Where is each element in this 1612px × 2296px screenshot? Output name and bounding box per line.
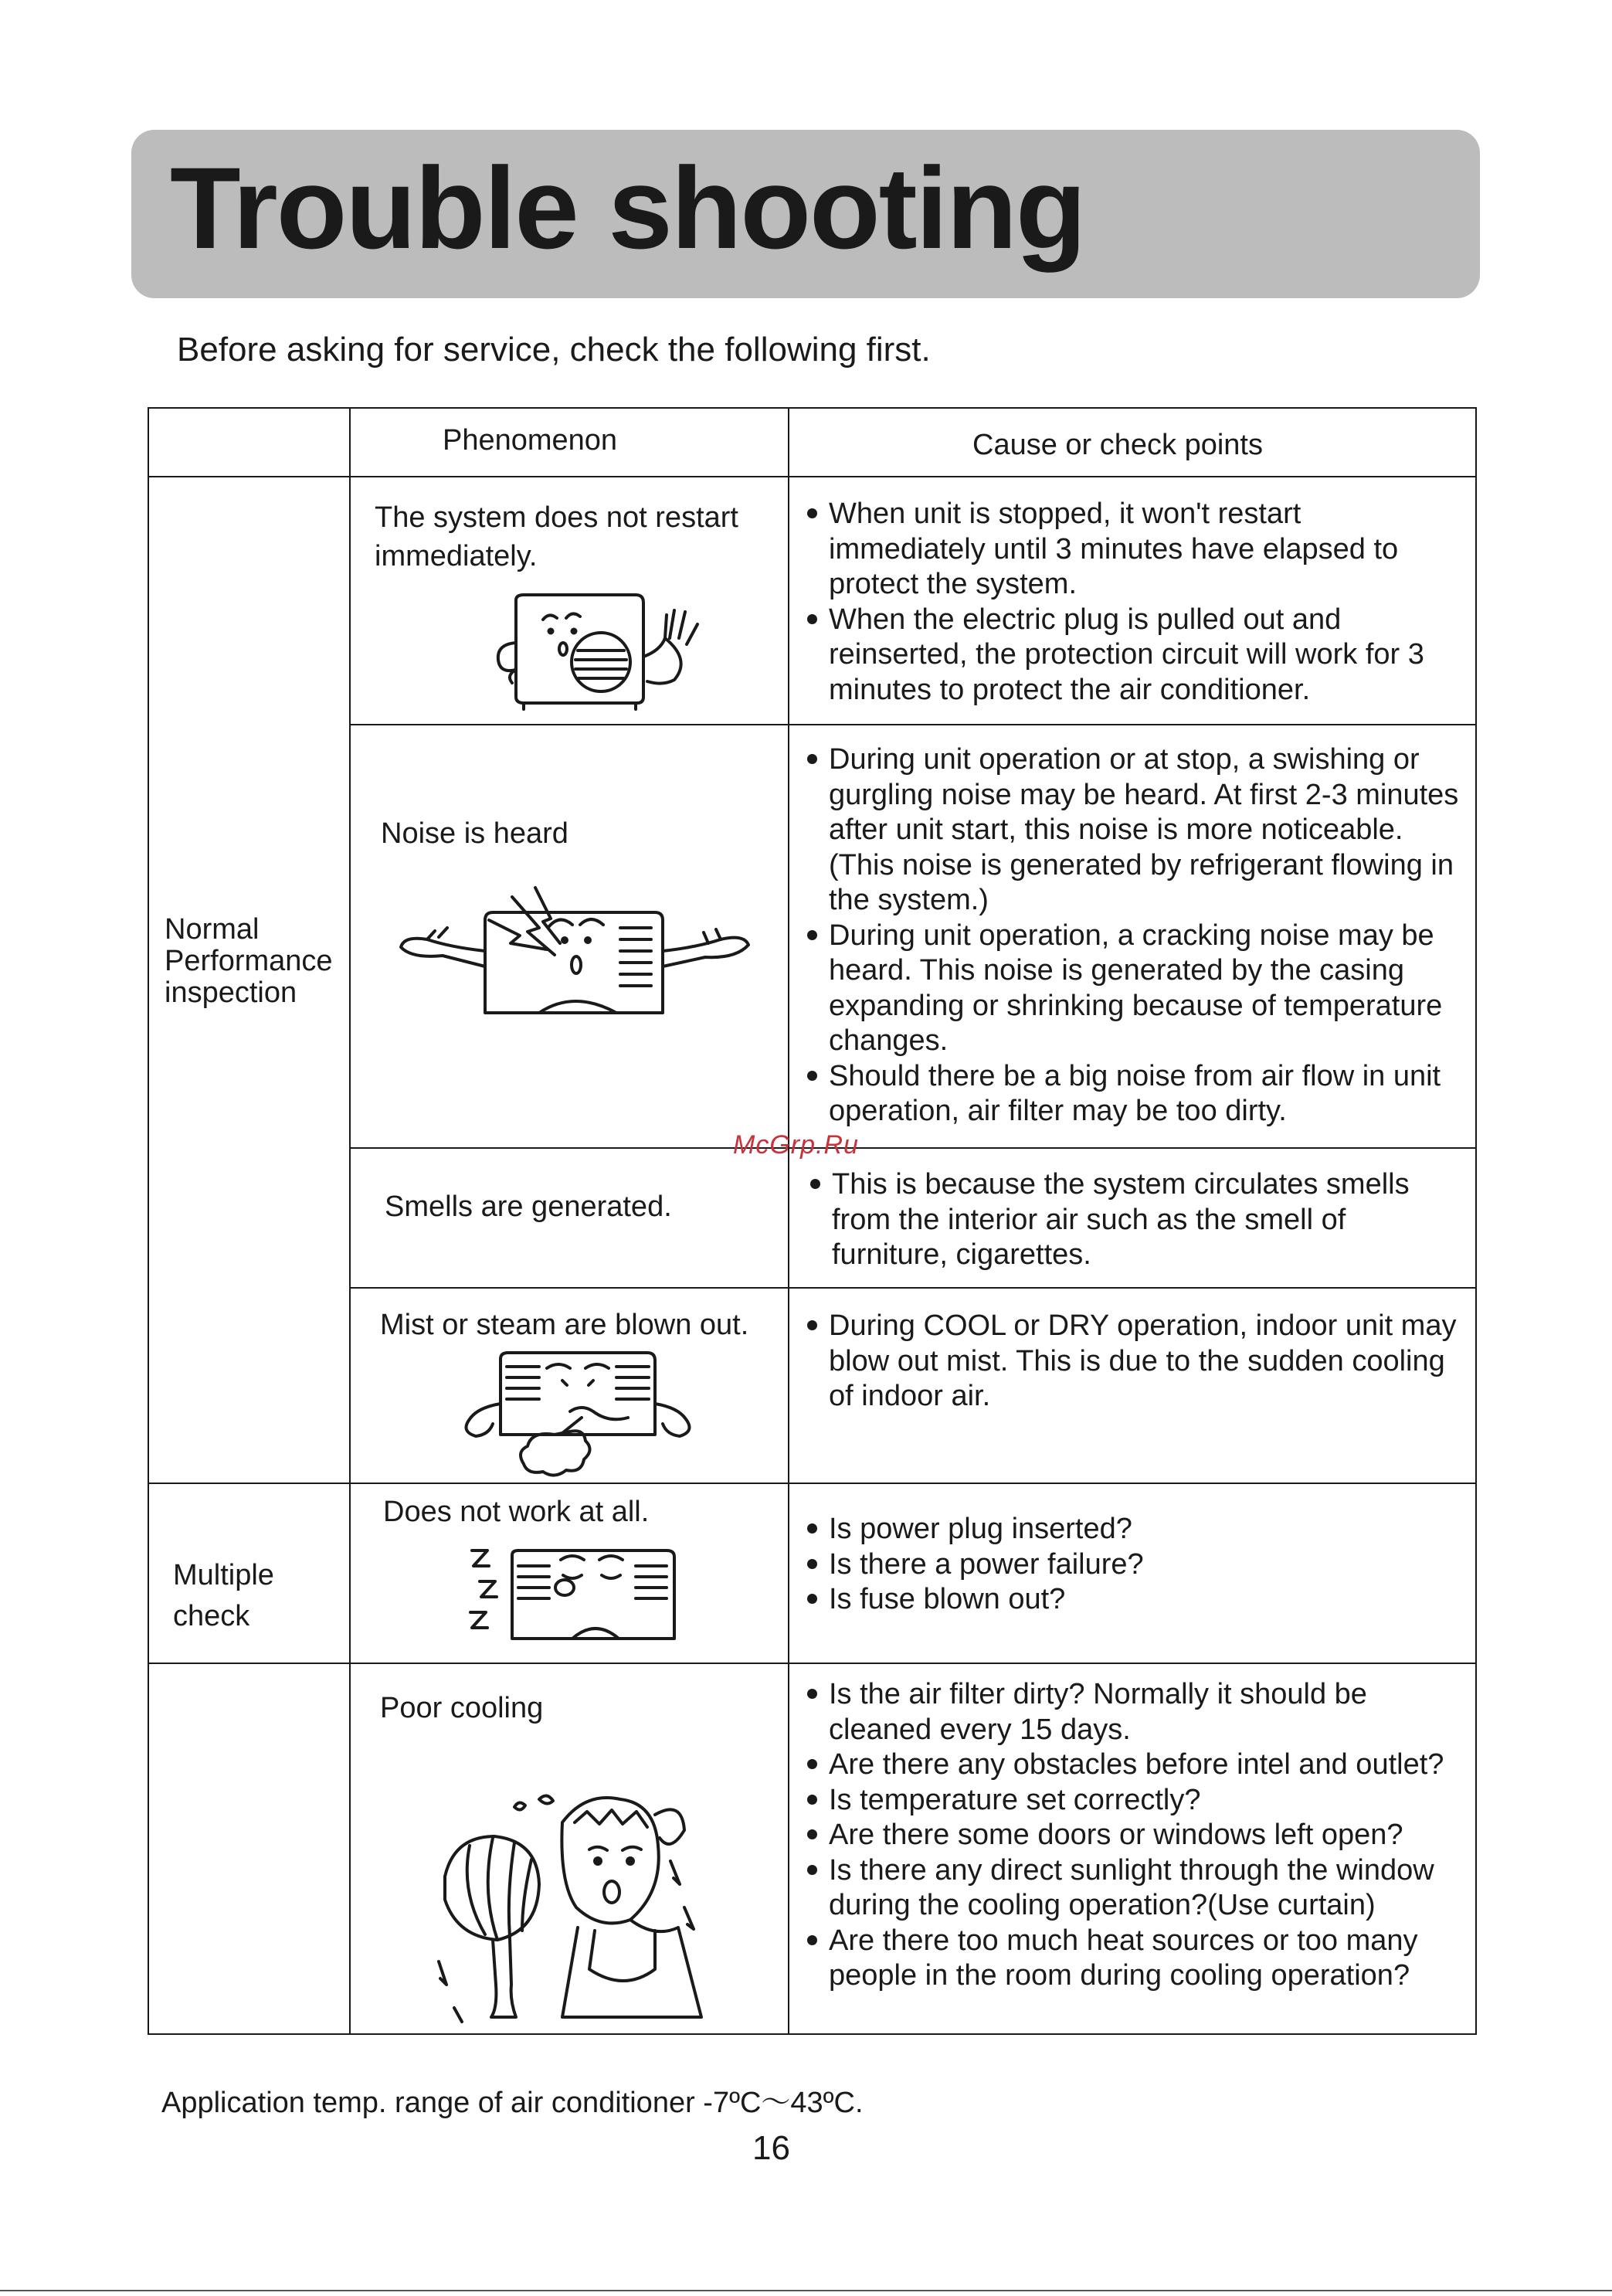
mist-unit-icon xyxy=(454,1350,701,1477)
cause-item: During unit operation, a cracking noise may be heard. This noise is generated by the casing expanding or shrinking because of temperature changes. xyxy=(805,919,1465,1059)
cause-item: During unit operation or at stop, a swishing or gurgling noise may be heard. At first 2-3 minutes after unit start, this noise is more noticeable. (This noise is generated by refrigerant flowing in the system.) xyxy=(805,742,1465,919)
header-divider xyxy=(149,476,1475,477)
hot-person-fan-icon xyxy=(423,1776,717,2023)
column-divider xyxy=(349,409,351,2033)
phenomenon-mist: Mist or steam are blown out. xyxy=(380,1309,749,1341)
column-divider xyxy=(788,409,789,2033)
cause-item: Is the air filter dirty? Normally it should be cleaned every 15 days. xyxy=(805,1677,1465,1747)
category-normal-performance: Normal Performance inspection xyxy=(165,913,333,1009)
cause-item: Is there a power failure? xyxy=(805,1547,1465,1583)
cause-item: Are there any obstacles before intel and outlet? xyxy=(805,1747,1465,1783)
cause-item: Is power plug inserted? xyxy=(805,1512,1465,1547)
cause-item: Are there some doors or windows left open? xyxy=(805,1818,1465,1853)
header-phenomenon: Phenomenon xyxy=(443,424,618,457)
sleeping-unit-icon xyxy=(464,1544,680,1645)
noisy-unit-icon xyxy=(396,881,752,1021)
cause-item: When unit is stopped, it won't restart immediately until 3 minutes have elapsed to protect the system. xyxy=(805,497,1465,603)
stopped-unit-hand-icon xyxy=(489,589,713,712)
footnote: Application temp. range of air conditioner -7ºC～43ºC. xyxy=(161,2087,864,2119)
subtitle: Before asking for service, check the following first. xyxy=(177,331,931,369)
cause-item: When the electric plug is pulled out and reinserted, the protection circuit will work for 3 minutes to protect the air conditioner. xyxy=(805,603,1465,708)
causes-poor-cooling xyxy=(805,1677,1465,1994)
cause-item: Is fuse blown out? xyxy=(805,1582,1465,1618)
row-divider xyxy=(349,724,1475,725)
causes-noise xyxy=(805,742,1465,1129)
phenomenon-no-work: Does not work at all. xyxy=(383,1496,650,1528)
phenomenon-poor-cooling: Poor cooling xyxy=(380,1692,544,1724)
row-divider xyxy=(349,1147,1475,1149)
phenomenon-smells: Smells are generated. xyxy=(385,1190,672,1223)
cause-item: Are there too much heat sources or too many people in the room during cooling operation? xyxy=(805,1924,1465,1994)
causes-smells xyxy=(808,1167,1468,1273)
cause-item: This is because the system circulates smells from the interior air such as the smell of furniture, cigarettes. xyxy=(808,1167,1468,1273)
watermark: McGrp.Ru xyxy=(733,1130,859,1160)
troubleshooting-table xyxy=(148,407,1477,2035)
row-divider xyxy=(149,1483,1475,1484)
phenomenon-no-restart: The system does not restart immediately. xyxy=(375,501,738,572)
phenomenon-noise: Noise is heard xyxy=(381,817,568,850)
title-banner xyxy=(131,130,1480,298)
causes-no-work xyxy=(805,1512,1465,1618)
page-number: 16 xyxy=(752,2129,790,2167)
cause-item: Should there be a big noise from air flow in unit operation, air filter may be too dirty. xyxy=(805,1059,1465,1129)
row-divider xyxy=(149,1663,1475,1664)
row-divider xyxy=(349,1287,1475,1289)
causes-no-restart xyxy=(805,497,1465,708)
page-title: Trouble shooting xyxy=(170,143,1085,273)
cause-item: Is temperature set correctly? xyxy=(805,1783,1465,1819)
causes-mist xyxy=(805,1309,1465,1415)
cause-item: During COOL or DRY operation, indoor unit may blow out mist. This is due to the sudden cooling of indoor air. xyxy=(805,1309,1465,1415)
bottom-rule xyxy=(0,2290,1612,2291)
category-multiple-check: Multiple check xyxy=(173,1559,274,1632)
cause-item: Is there any direct sunlight through the window during the cooling operation?(Use curtain) xyxy=(805,1853,1465,1924)
header-cause: Cause or check points xyxy=(972,429,1263,461)
